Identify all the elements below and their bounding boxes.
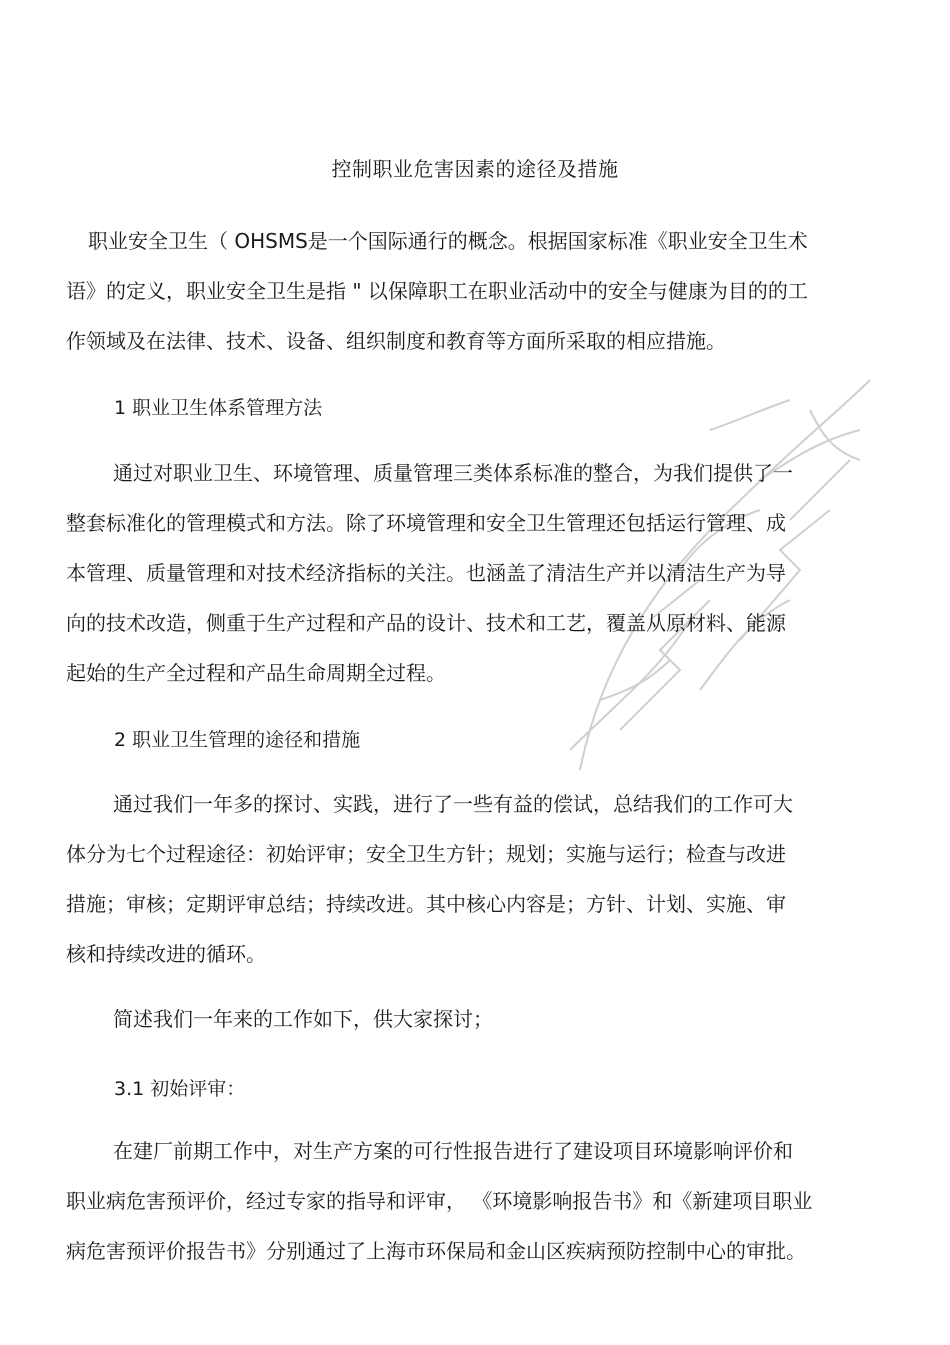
- section-2-heading: 2 职业卫生管理的途径和措施: [114, 729, 361, 751]
- intro-line-3: 作领域及在法律、技术、设备、组织制度和教育等方面所采取的相应措施。: [66, 329, 726, 353]
- intro-line-2: 语》的定义，职业安全卫生是指 " 以保障职工在职业活动中的安全与健康为目的的工: [66, 279, 808, 303]
- section-2-line-4: 核和持续改进的循环。: [66, 942, 266, 966]
- section-3-1-line-1: 在建厂前期工作中，对生产方案的可行性报告进行了建设项目环境影响评价和: [113, 1139, 793, 1163]
- section-3-1-line-2: 职业病危害预评价，经过专家的指导和评审， 《环境影响报告书》和《新建项目职业: [66, 1189, 813, 1213]
- section-1-line-4: 向的技术改造，侧重于生产过程和产品的设计、技术和工艺，覆盖从原材料、能源: [66, 611, 786, 635]
- section-1-heading: 1 职业卫生体系管理方法: [114, 397, 323, 419]
- section-2-line-3: 措施；审核；定期评审总结；持续改进。其中核心内容是；方针、计划、实施、审: [66, 892, 786, 916]
- section-1-line-5: 起始的生产全过程和产品生命周期全过程。: [66, 661, 446, 685]
- section-2-line-1: 通过我们一年多的探讨、实践，进行了一些有益的偿试，总结我们的工作可大: [113, 792, 793, 816]
- section-2-line-2: 体分为七个过程途径：初始评审；安全卫生方针；规划；实施与运行；检查与改进: [66, 842, 786, 866]
- document-title: 控制职业危害因素的途径及措施: [331, 157, 619, 181]
- section-1-line-1: 通过对职业卫生、环境管理、质量管理三类体系标准的整合，为我们提供了一: [113, 461, 793, 485]
- section-1-line-2: 整套标准化的管理模式和方法。除了环境管理和安全卫生管理还包括运行管理、成: [66, 511, 786, 535]
- intro-line-1: 职业安全卫生（ OHSMS是一个国际通行的概念。根据国家标准《职业安全卫生术: [88, 229, 808, 253]
- summary-line: 简述我们一年来的工作如下，供大家探讨；: [113, 1007, 493, 1031]
- section-3-1-heading: 3.1 初始评审：: [114, 1078, 246, 1100]
- section-1-line-3: 本管理、质量管理和对技术经济指标的关注。也涵盖了清洁生产并以清洁生产为导: [66, 561, 786, 585]
- section-3-1-line-3: 病危害预评价报告书》分别通过了上海市环保局和金山区疾病预防控制中心的审批。: [66, 1239, 806, 1263]
